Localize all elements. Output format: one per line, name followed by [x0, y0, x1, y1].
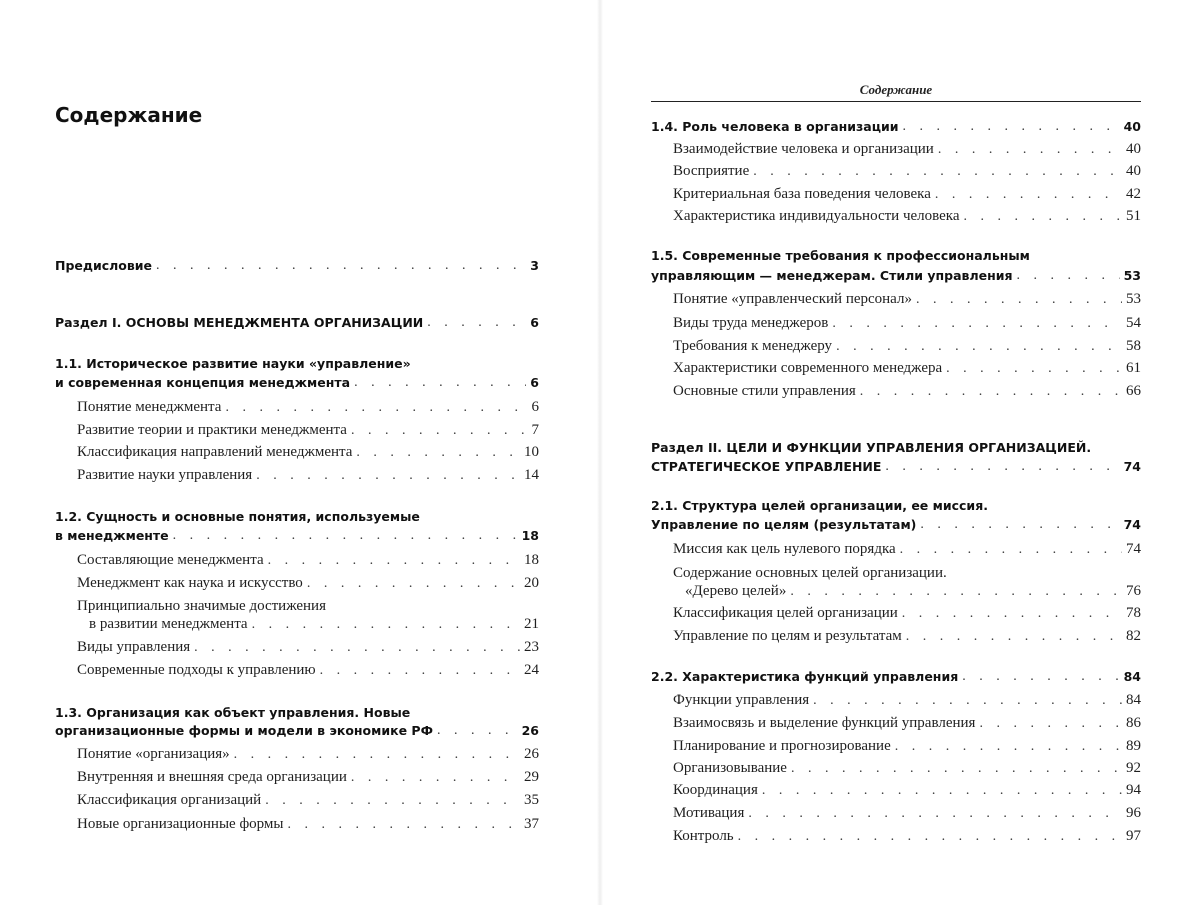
- toc-entry-label: Контроль: [673, 828, 734, 844]
- toc-page-number: 6: [530, 375, 539, 390]
- toc-entry-label: Управление по целям и результатам: [673, 628, 902, 644]
- dot-leader: [762, 781, 1122, 800]
- toc-page-number: 18: [521, 528, 539, 543]
- toc-entry-subsection[interactable]: [673, 804, 1141, 823]
- toc-entry-label: управляющим — менеджерам. Стили управления: [651, 268, 1013, 283]
- toc-entry-label: Миссия как цель нулевого порядка: [673, 541, 896, 557]
- toc-entry-label: Основные стили управления: [673, 383, 856, 399]
- toc-entry-subsection[interactable]: [673, 382, 1141, 401]
- toc-entry-subsection[interactable]: [673, 359, 1141, 378]
- toc-entry-line: 1.2. Сущность и основные понятия, используемые: [55, 509, 420, 524]
- toc-entry-label: Понятие «управленческий персонал»: [673, 291, 912, 307]
- toc-entry-subsection[interactable]: [685, 582, 1141, 601]
- toc-page-number: 86: [1126, 715, 1141, 731]
- toc-entry-subsection[interactable]: [673, 337, 1141, 356]
- toc-entry-line: 1.5. Современные требования к профессиональным: [651, 248, 1030, 263]
- toc-page-number: 35: [524, 792, 539, 808]
- toc-entry-label: в менеджменте: [55, 528, 169, 543]
- dot-leader: [895, 737, 1122, 756]
- toc-page-number: 89: [1126, 738, 1141, 754]
- toc-page-number: 20: [524, 575, 539, 591]
- toc-page-number: 53: [1126, 291, 1141, 307]
- dot-leader: [860, 382, 1122, 401]
- toc-page-number: 61: [1126, 360, 1141, 376]
- toc-entry-line: Принципиально значимые достижения: [77, 598, 326, 614]
- toc-entry-line: Содержание основных целей организации.: [673, 565, 947, 581]
- toc-entry-label: Виды управления: [77, 639, 191, 655]
- toc-page-number: 58: [1126, 338, 1141, 354]
- toc-page-number: 82: [1126, 628, 1141, 644]
- toc-entry-label: Управление по целям (результатам): [651, 517, 917, 532]
- toc-entry-chapter-1-5[interactable]: [651, 266, 1141, 285]
- dot-leader: [946, 359, 1122, 378]
- toc-entry-line: 1.1. Историческое развитие науки «управление»: [55, 356, 411, 371]
- toc-entry-label: и современная концепция менеджмента: [55, 375, 351, 390]
- toc-entry-label: Развитие науки управления: [77, 467, 253, 483]
- toc-entry-label: Восприятие: [673, 163, 750, 179]
- toc-page-number: 74: [1126, 541, 1141, 557]
- toc-entry-label: 2.2. Характеристика функций управления: [651, 669, 959, 684]
- toc-page-number: 74: [1123, 459, 1141, 474]
- toc-page-number: 96: [1126, 805, 1141, 821]
- toc-entry-label: Критериальная база поведения человека: [673, 186, 931, 202]
- toc-entry-chapter-1-4[interactable]: [651, 117, 1141, 136]
- toc-entry-label: Понятие менеджмента: [77, 399, 222, 415]
- toc-page-number: 53: [1123, 268, 1141, 283]
- toc-entry-label: Мотивация: [673, 805, 745, 821]
- toc-entry-label: Функции управления: [673, 692, 810, 708]
- toc-page-number: 21: [524, 616, 539, 632]
- dot-leader: [903, 117, 1120, 136]
- toc-page-number: 40: [1126, 141, 1141, 157]
- toc-entry-subsection[interactable]: [673, 140, 1141, 159]
- toc-page-number: 76: [1126, 583, 1141, 599]
- toc-entry-chapter-2-1[interactable]: [651, 515, 1141, 534]
- toc-page-number: 10: [524, 444, 539, 460]
- toc-entry-subsection[interactable]: [673, 290, 1141, 309]
- dot-leader: [748, 804, 1122, 823]
- toc-page-number: 78: [1126, 605, 1141, 621]
- toc-entry-label: СТРАТЕГИЧЕСКОЕ УПРАВЛЕНИЕ: [651, 459, 882, 474]
- toc-entry-subsection[interactable]: [673, 737, 1141, 756]
- toc-entry-label: Новые организационные формы: [77, 816, 284, 832]
- dot-leader: [902, 604, 1122, 623]
- toc-entry-label: в развитии менеджмента: [89, 616, 248, 632]
- toc-entry-label: Внутренняя и внешняя среда организации: [77, 769, 347, 785]
- running-head: Содержание: [859, 82, 933, 97]
- toc-entry-label: Организовывание: [673, 760, 787, 776]
- toc-page-number: 42: [1126, 186, 1141, 202]
- toc-page-number: 97: [1126, 828, 1141, 844]
- dot-leader: [1017, 266, 1120, 285]
- toc-entry-label: Понятие «организация»: [77, 746, 230, 762]
- dot-leader: [962, 667, 1119, 686]
- toc-entry-line: 2.1. Структура целей организации, ее миссия.: [651, 498, 988, 513]
- toc-entry-label: Планирование и прогнозирование: [673, 738, 891, 754]
- toc-entry-subsection[interactable]: [673, 185, 1141, 204]
- toc-page-number: 29: [524, 769, 539, 785]
- toc-entry-chapter-2-2[interactable]: [651, 667, 1141, 686]
- dot-leader: [935, 185, 1122, 204]
- toc-page-number: 40: [1126, 163, 1141, 179]
- toc-entry-subsection[interactable]: [673, 691, 1141, 710]
- contents-title: Содержание: [55, 103, 203, 127]
- toc-entry-subsection[interactable]: [673, 207, 1141, 226]
- toc-entry-label: 1.4. Роль человека в организации: [651, 119, 899, 134]
- dot-leader: [916, 290, 1122, 309]
- toc-entry-label: Менеджмент как наука и искусство: [77, 575, 303, 591]
- dot-leader: [938, 140, 1122, 159]
- toc-entry-label: Требования к менеджеру: [673, 338, 833, 354]
- toc-page-number: 23: [524, 639, 539, 655]
- toc-entry-label: «Дерево целей»: [685, 583, 787, 599]
- toc-entry-label: Классификация организаций: [77, 792, 262, 808]
- toc-page-number: 14: [524, 467, 539, 483]
- toc-entry-label: Характеристики современного менеджера: [673, 360, 943, 376]
- toc-entry-subsection[interactable]: [673, 604, 1141, 623]
- dot-leader: [920, 515, 1119, 534]
- toc-entry-label: Предисловие: [55, 258, 153, 273]
- toc-entry-label: Раздел I. ОСНОВЫ МЕНЕДЖМЕНТА ОРГАНИЗАЦИИ: [55, 315, 424, 330]
- dot-leader: [753, 162, 1122, 181]
- dot-leader: [832, 314, 1122, 333]
- dot-leader: [979, 714, 1122, 733]
- toc-page-number: 84: [1123, 669, 1141, 684]
- dot-leader: [790, 582, 1122, 601]
- toc-entry-subsection[interactable]: [673, 714, 1141, 733]
- dot-leader: [900, 540, 1122, 559]
- toc-page-number: 92: [1126, 760, 1141, 776]
- toc-page-number: 40: [1123, 119, 1141, 134]
- toc-page-number: 6: [530, 315, 539, 330]
- toc-entry-subsection[interactable]: [673, 827, 1141, 846]
- toc-entry-label: Развитие теории и практики менеджмента: [77, 422, 347, 438]
- toc-entry-label: Характеристика индивидуальности человека: [673, 208, 960, 224]
- toc-entry-label: Взаимодействие человека и организации: [673, 141, 934, 157]
- toc-entry-subsection[interactable]: [673, 759, 1141, 778]
- dot-leader: [791, 759, 1122, 778]
- dot-leader: [906, 627, 1122, 646]
- toc-entry-subsection[interactable]: [673, 162, 1141, 181]
- dot-leader: [813, 691, 1122, 710]
- dot-leader: [964, 207, 1122, 226]
- toc-page-number: 7: [531, 422, 539, 438]
- toc-page-number: 66: [1126, 383, 1141, 399]
- toc-entry-subsection[interactable]: [673, 314, 1141, 333]
- toc-entry-label: Виды труда менеджеров: [673, 315, 829, 331]
- toc-page-number: 54: [1126, 315, 1141, 331]
- toc-entry-label: Классификация направлений менеджмента: [77, 444, 353, 460]
- toc-page-number: 6: [531, 399, 539, 415]
- toc-page-number: 51: [1126, 208, 1141, 224]
- toc-page-number: 24: [524, 662, 539, 678]
- toc-entry-label: Классификация целей организации: [673, 605, 898, 621]
- toc-entry-subsection[interactable]: [673, 627, 1141, 646]
- toc-page-number: 3: [530, 258, 539, 273]
- dot-leader: [738, 827, 1122, 846]
- dot-leader: [836, 337, 1122, 356]
- dot-leader: [885, 457, 1119, 476]
- toc-entry-label: Координация: [673, 782, 758, 798]
- toc-entry-line: 1.3. Организация как объект управления. Новые: [55, 705, 411, 720]
- toc-entry-label: организационные формы и модели в экономике РФ: [55, 723, 433, 738]
- toc-page-number: 94: [1126, 782, 1141, 798]
- toc-page-number: 37: [524, 816, 539, 832]
- toc-entry-label: Составляющие менеджмента: [77, 552, 264, 568]
- toc-entry-label: Взаимосвязь и выделение функций управления: [673, 715, 976, 731]
- toc-entry-label: Современные подходы к управлению: [77, 662, 316, 678]
- toc-entry-subsection[interactable]: [673, 540, 1141, 559]
- toc-page-number: 26: [521, 723, 539, 738]
- toc-page-number: 74: [1123, 517, 1141, 532]
- toc-entry-subsection[interactable]: [673, 781, 1141, 800]
- toc-page-number: 26: [524, 746, 539, 762]
- toc-page-number: 18: [524, 552, 539, 568]
- toc-page-number: 84: [1126, 692, 1141, 708]
- toc-entry-section-2[interactable]: [651, 457, 1141, 476]
- toc-entry-line: Раздел II. ЦЕЛИ И ФУНКЦИИ УПРАВЛЕНИЯ ОРГАНИЗАЦИЕЙ.: [651, 440, 1092, 455]
